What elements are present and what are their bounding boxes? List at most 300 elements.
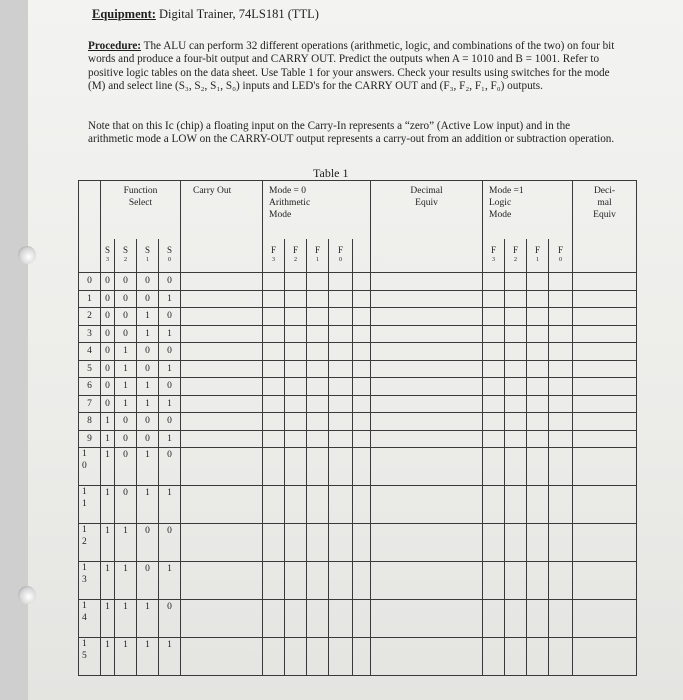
logic-f2-cell[interactable] — [505, 486, 527, 524]
select-bit-s3: 0 — [101, 290, 115, 308]
logic-f2-label-letter: F — [512, 245, 518, 256]
logic-f2-cell[interactable] — [505, 325, 527, 343]
arith-extra-cell[interactable] — [353, 395, 371, 413]
logic-f2-cell[interactable] — [505, 638, 527, 676]
equipment-label: Equipment: — [92, 7, 156, 21]
decimal-cell[interactable] — [371, 308, 483, 326]
select-bit-s1: 1 — [137, 395, 159, 413]
select-bit-s3: 1 — [101, 638, 115, 676]
mode0-label: Mode = 0 — [269, 186, 307, 196]
logic-f2-cell[interactable] — [505, 378, 527, 396]
arith-f2-cell[interactable] — [285, 448, 307, 486]
decimal-cell[interactable] — [371, 638, 483, 676]
arith-f1-cell[interactable] — [307, 290, 329, 308]
function-select-header — [101, 181, 181, 239]
decimal-2-cell[interactable] — [573, 395, 637, 413]
row-index-ones: 1 — [82, 499, 87, 509]
logic-f3-cell[interactable] — [483, 486, 505, 524]
logic-f2-cell[interactable] — [505, 360, 527, 378]
arith-f1-cell[interactable] — [307, 486, 329, 524]
select-bit-s2: 0 — [115, 486, 137, 524]
arith-f2-cell[interactable] — [285, 360, 307, 378]
logic-f3-cell[interactable] — [483, 413, 505, 431]
logic-f0-cell[interactable] — [549, 413, 573, 431]
logic-f0-label-letter: F — [557, 245, 563, 256]
arith-f2-cell[interactable] — [285, 325, 307, 343]
arith-f1-cell[interactable] — [307, 638, 329, 676]
binder-hole-bottom — [18, 586, 36, 604]
arith-f3-cell[interactable] — [263, 308, 285, 326]
select-bit-s3: 1 — [101, 562, 115, 600]
row-index-tens: 1 — [82, 563, 87, 573]
logic-f1-cell[interactable] — [527, 308, 549, 326]
mal-label: mal — [597, 198, 612, 208]
decimal-2-cell[interactable] — [573, 430, 637, 448]
logic-f1-cell[interactable] — [527, 448, 549, 486]
arith-f3-cell[interactable] — [263, 273, 285, 291]
decimal-cell[interactable] — [371, 378, 483, 396]
arith-f1-cell[interactable] — [307, 600, 329, 638]
logic-f0-cell[interactable] — [549, 638, 573, 676]
decimal-cell[interactable] — [371, 562, 483, 600]
logic-f2-label-subscript: 2 — [514, 257, 517, 264]
table-row — [79, 562, 637, 600]
decimal-cell[interactable] — [371, 360, 483, 378]
arith-f2-cell[interactable] — [285, 413, 307, 431]
arith-extra-cell[interactable] — [353, 343, 371, 361]
arith-f2-cell[interactable] — [285, 308, 307, 326]
logic-mode-header — [483, 181, 573, 239]
select-bit-s2: 0 — [115, 448, 137, 486]
carry-out-cell[interactable] — [181, 360, 263, 378]
decimal-2-cell[interactable] — [573, 600, 637, 638]
decimal-2-cell[interactable] — [573, 325, 637, 343]
arith-f0-label — [329, 239, 353, 273]
arith-f1-label-letter: F — [314, 245, 320, 256]
mode0-mode-label: Mode — [269, 210, 292, 220]
carry-out-cell[interactable] — [181, 638, 263, 676]
logic-f2-cell[interactable] — [505, 395, 527, 413]
decimal-2-cell[interactable] — [573, 638, 637, 676]
arith-f1-cell[interactable] — [307, 562, 329, 600]
arith-f3-cell[interactable] — [263, 395, 285, 413]
arith-f1-cell[interactable] — [307, 308, 329, 326]
arith-extra-cell[interactable] — [353, 430, 371, 448]
select-bit-s1: 0 — [137, 562, 159, 600]
arith-f2-cell[interactable] — [285, 430, 307, 448]
logic-f0-label — [549, 239, 573, 273]
decimal-cell[interactable] — [371, 486, 483, 524]
decimal-2-cell[interactable] — [573, 308, 637, 326]
select-label-s3-letter: S — [104, 245, 110, 256]
arith-f0-cell[interactable] — [329, 308, 353, 326]
arith-f0-cell[interactable] — [329, 343, 353, 361]
arith-extra-cell[interactable] — [353, 360, 371, 378]
carry-out-label: Carry Out — [193, 186, 232, 196]
select-bit-s0: 1 — [159, 290, 181, 308]
arith-f3-cell[interactable] — [263, 638, 285, 676]
decimal-2-cell[interactable] — [573, 413, 637, 431]
table-row — [79, 600, 637, 638]
decimal-2-cell[interactable] — [573, 562, 637, 600]
row-index-tens: 1 — [82, 449, 87, 459]
carry-out-cell[interactable] — [181, 413, 263, 431]
logic-f2-cell[interactable] — [505, 448, 527, 486]
select-bit-s2: 0 — [115, 430, 137, 448]
select-bit-s0: 1 — [159, 430, 181, 448]
arith-f3-cell[interactable] — [263, 325, 285, 343]
arith-f1-cell[interactable] — [307, 430, 329, 448]
arith-f3-label — [263, 239, 285, 273]
arith-extra-cell[interactable] — [353, 273, 371, 291]
select-bit-s1: 1 — [137, 378, 159, 396]
arith-f2-cell[interactable] — [285, 562, 307, 600]
row-index: 6 — [79, 378, 101, 396]
decimal-cell[interactable] — [371, 600, 483, 638]
logic-f0-cell[interactable] — [549, 486, 573, 524]
logic-f2-cell[interactable] — [505, 343, 527, 361]
logic-f0-cell[interactable] — [549, 378, 573, 396]
logic-f1-cell[interactable] — [527, 430, 549, 448]
select-bit-s0: 1 — [159, 395, 181, 413]
arith-f1-label-subscript: 1 — [316, 257, 319, 264]
decimal-cell[interactable] — [371, 413, 483, 431]
arith-f1-cell[interactable] — [307, 524, 329, 562]
select-bit-s1: 0 — [137, 290, 159, 308]
logic-f2-cell[interactable] — [505, 290, 527, 308]
logic-f0-cell[interactable] — [549, 430, 573, 448]
select-bit-s1: 0 — [137, 430, 159, 448]
arith-extra-cell[interactable] — [353, 638, 371, 676]
arith-f1-cell[interactable] — [307, 343, 329, 361]
arith-f2-cell[interactable] — [285, 290, 307, 308]
carry-out-header — [181, 181, 263, 239]
logic-f1-cell[interactable] — [527, 343, 549, 361]
arith-f0-cell[interactable] — [329, 378, 353, 396]
arith-extra-cell[interactable] — [353, 308, 371, 326]
arith-f2-cell[interactable] — [285, 638, 307, 676]
index-header — [79, 181, 101, 239]
arith-f2-label-subscript: 2 — [294, 257, 297, 264]
select-label-s1-subscript: 1 — [146, 257, 149, 264]
arith-extra-cell[interactable] — [353, 524, 371, 562]
arith-f0-label-subscript: 0 — [339, 257, 342, 264]
arith-extra-cell[interactable] — [353, 378, 371, 396]
decimal-2-cell[interactable] — [573, 343, 637, 361]
arith-f2-cell[interactable] — [285, 395, 307, 413]
logic-f3-cell[interactable] — [483, 343, 505, 361]
arith-extra-cell[interactable] — [353, 325, 371, 343]
decimal-subheader — [371, 239, 483, 273]
equipment-text: Digital Trainer, 74LS181 (TTL) — [155, 7, 319, 21]
decimal-cell[interactable] — [371, 395, 483, 413]
arith-f0-cell[interactable] — [329, 600, 353, 638]
logic-f1-cell[interactable] — [527, 486, 549, 524]
logic-f0-cell[interactable] — [549, 448, 573, 486]
arith-f0-cell[interactable] — [329, 273, 353, 291]
arith-f2-label — [285, 239, 307, 273]
select-bit-s1: 0 — [137, 524, 159, 562]
function-select-label: Function Select — [123, 186, 158, 208]
table-row — [79, 486, 637, 524]
arith-f1-cell[interactable] — [307, 395, 329, 413]
arith-f0-cell[interactable] — [329, 638, 353, 676]
select-bit-s0: 0 — [159, 273, 181, 291]
arith-f3-cell[interactable] — [263, 524, 285, 562]
arith-f2-cell[interactable] — [285, 486, 307, 524]
arithmetic-mode-header — [263, 181, 371, 239]
arith-extra-cell[interactable] — [353, 448, 371, 486]
carry-out-cell[interactable] — [181, 486, 263, 524]
select-bit-s1: 1 — [137, 486, 159, 524]
row-index-tens: 1 — [82, 639, 87, 649]
arith-f0-cell[interactable] — [329, 524, 353, 562]
carry-out-cell[interactable] — [181, 378, 263, 396]
select-label-s2-subscript: 2 — [124, 257, 127, 264]
arith-f2-cell[interactable] — [285, 378, 307, 396]
select-bit-s0: 0 — [159, 413, 181, 431]
logic-f3-cell[interactable] — [483, 524, 505, 562]
logic-f3-cell[interactable] — [483, 600, 505, 638]
select-bit-s0: 0 — [159, 308, 181, 326]
logic-f0-cell[interactable] — [549, 325, 573, 343]
logic-f1-cell[interactable] — [527, 290, 549, 308]
arith-f0-cell[interactable] — [329, 360, 353, 378]
carry-out-cell[interactable] — [181, 273, 263, 291]
arith-f2-cell[interactable] — [285, 273, 307, 291]
logic-f3-cell[interactable] — [483, 290, 505, 308]
table-row — [79, 448, 637, 486]
arith-extra-cell[interactable] — [353, 290, 371, 308]
arith-extra-cell[interactable] — [353, 413, 371, 431]
logic-f2-cell[interactable] — [505, 524, 527, 562]
logic-f0-cell[interactable] — [549, 290, 573, 308]
logic-f3-cell[interactable] — [483, 325, 505, 343]
logic-f3-cell[interactable] — [483, 308, 505, 326]
select-bit-s1: 0 — [137, 343, 159, 361]
arith-extra-cell[interactable] — [353, 486, 371, 524]
logic-f0-cell[interactable] — [549, 360, 573, 378]
logic-f2-cell[interactable] — [505, 273, 527, 291]
logic-f0-cell[interactable] — [549, 562, 573, 600]
logic-f1-cell[interactable] — [527, 600, 549, 638]
decimal-2-cell[interactable] — [573, 273, 637, 291]
arith-f3-cell[interactable] — [263, 290, 285, 308]
logic-f0-cell[interactable] — [549, 524, 573, 562]
select-bit-s0: 1 — [159, 562, 181, 600]
arith-f3-cell[interactable] — [263, 378, 285, 396]
carry-out-cell[interactable] — [181, 562, 263, 600]
row-index-ones: 5 — [82, 651, 87, 661]
table-row — [79, 638, 637, 676]
arith-spacer — [353, 239, 371, 273]
carry-out-cell[interactable] — [181, 448, 263, 486]
arith-extra-cell[interactable] — [353, 562, 371, 600]
select-bit-s0: 1 — [159, 360, 181, 378]
arith-f0-cell[interactable] — [329, 325, 353, 343]
binder-hole-top — [18, 246, 36, 264]
logic-f1-cell[interactable] — [527, 638, 549, 676]
arith-f3-cell[interactable] — [263, 562, 285, 600]
equipment-line — [92, 8, 319, 21]
select-bit-s0: 1 — [159, 325, 181, 343]
decimal-cell[interactable] — [371, 524, 483, 562]
decimal-cell[interactable] — [371, 325, 483, 343]
arith-f1-cell[interactable] — [307, 378, 329, 396]
carry-out-cell[interactable] — [181, 600, 263, 638]
select-label-s0-subscript: 0 — [168, 257, 171, 264]
logic-f2-cell[interactable] — [505, 308, 527, 326]
logic-f3-cell[interactable] — [483, 562, 505, 600]
table-row — [79, 430, 637, 448]
arith-f1-cell[interactable] — [307, 413, 329, 431]
logic-f2-cell[interactable] — [505, 430, 527, 448]
carry-out-cell[interactable] — [181, 290, 263, 308]
select-bit-s0: 0 — [159, 343, 181, 361]
decimal-equiv-2-header — [573, 181, 637, 239]
arith-f0-cell[interactable] — [329, 395, 353, 413]
row-index — [79, 562, 101, 600]
table-title: Table 1 — [313, 166, 349, 180]
select-bit-s3: 0 — [101, 325, 115, 343]
select-bit-s1: 0 — [137, 360, 159, 378]
select-bit-s2: 0 — [115, 273, 137, 291]
arith-f3-cell[interactable] — [263, 486, 285, 524]
arith-f3-cell[interactable] — [263, 430, 285, 448]
arith-f3-cell[interactable] — [263, 448, 285, 486]
decimal-cell[interactable] — [371, 343, 483, 361]
logic-f0-cell[interactable] — [549, 343, 573, 361]
logic-f3-cell[interactable] — [483, 430, 505, 448]
decimal-2-cell[interactable] — [573, 360, 637, 378]
logic-f1-cell[interactable] — [527, 524, 549, 562]
row-index — [79, 448, 101, 486]
select-bit-s0: 1 — [159, 638, 181, 676]
logic-f1-cell[interactable] — [527, 360, 549, 378]
carry-out-cell[interactable] — [181, 524, 263, 562]
logic-f0-cell[interactable] — [549, 395, 573, 413]
logic-f1-label-subscript: 1 — [536, 257, 539, 264]
select-bit-s3: 1 — [101, 413, 115, 431]
arith-extra-cell[interactable] — [353, 600, 371, 638]
select-bit-s3: 0 — [101, 273, 115, 291]
select-label-s2 — [115, 239, 137, 273]
select-bit-s2: 0 — [115, 413, 137, 431]
logic-f2-cell[interactable] — [505, 600, 527, 638]
arith-f1-cell[interactable] — [307, 325, 329, 343]
decimal-2-cell[interactable] — [573, 486, 637, 524]
select-bit-s0: 0 — [159, 524, 181, 562]
select-bit-s2: 1 — [115, 600, 137, 638]
arith-f1-label — [307, 239, 329, 273]
carry-out-cell[interactable] — [181, 308, 263, 326]
decimal-2-cell[interactable] — [573, 378, 637, 396]
decimal-2-cell[interactable] — [573, 448, 637, 486]
decimal-cell[interactable] — [371, 448, 483, 486]
decimal-2-cell[interactable] — [573, 290, 637, 308]
logic-f3-label — [483, 239, 505, 273]
logic-f0-cell[interactable] — [549, 308, 573, 326]
logic-f1-cell[interactable] — [527, 325, 549, 343]
logic-f3-label-subscript: 3 — [492, 257, 495, 264]
logic-f1-cell[interactable] — [527, 395, 549, 413]
arith-f3-cell[interactable] — [263, 600, 285, 638]
carry-out-cell[interactable] — [181, 325, 263, 343]
logic-f3-cell[interactable] — [483, 378, 505, 396]
arith-f0-cell[interactable] — [329, 448, 353, 486]
logic-f3-cell[interactable] — [483, 360, 505, 378]
arith-f2-cell[interactable] — [285, 524, 307, 562]
decimal-2-cell[interactable] — [573, 524, 637, 562]
carry-out-cell[interactable] — [181, 395, 263, 413]
logic-f0-cell[interactable] — [549, 273, 573, 291]
row-index: 2 — [79, 308, 101, 326]
arith-f0-cell[interactable] — [329, 486, 353, 524]
logic-f3-cell[interactable] — [483, 448, 505, 486]
arith-f0-cell[interactable] — [329, 562, 353, 600]
logic-f3-cell[interactable] — [483, 395, 505, 413]
row-index: 3 — [79, 325, 101, 343]
logic-f0-cell[interactable] — [549, 600, 573, 638]
arith-f1-cell[interactable] — [307, 448, 329, 486]
logic-f3-cell[interactable] — [483, 273, 505, 291]
logic-f2-cell[interactable] — [505, 562, 527, 600]
select-bit-s2: 0 — [115, 290, 137, 308]
arith-f0-cell[interactable] — [329, 290, 353, 308]
carry-out-cell[interactable] — [181, 343, 263, 361]
logic-f2-cell[interactable] — [505, 413, 527, 431]
carry-out-cell[interactable] — [181, 430, 263, 448]
row-index: 9 — [79, 430, 101, 448]
select-bit-s2: 1 — [115, 395, 137, 413]
arith-f3-cell[interactable] — [263, 360, 285, 378]
select-bit-s0: 0 — [159, 448, 181, 486]
arith-f2-cell[interactable] — [285, 343, 307, 361]
arith-f2-cell[interactable] — [285, 600, 307, 638]
select-bit-s2: 1 — [115, 378, 137, 396]
logic-f1-cell[interactable] — [527, 273, 549, 291]
arith-f0-cell[interactable] — [329, 430, 353, 448]
select-label-s1-letter: S — [144, 245, 150, 256]
logic-f1-cell[interactable] — [527, 413, 549, 431]
arith-f3-cell[interactable] — [263, 343, 285, 361]
arithmetic-label: Arithmetic — [269, 198, 311, 208]
arith-f1-cell[interactable] — [307, 273, 329, 291]
logic-f1-cell[interactable] — [527, 562, 549, 600]
select-bit-s1: 1 — [137, 600, 159, 638]
select-label-s0-letter: S — [166, 245, 172, 256]
row-index — [79, 638, 101, 676]
table-row — [79, 413, 637, 431]
select-bit-s2: 1 — [115, 562, 137, 600]
decimal-cell[interactable] — [371, 290, 483, 308]
logic-label: Logic — [489, 198, 512, 208]
mode1-label: Mode =1 — [489, 186, 524, 196]
select-bit-s1: 0 — [137, 273, 159, 291]
decimal-cell[interactable] — [371, 273, 483, 291]
decimal-cell[interactable] — [371, 430, 483, 448]
arith-f0-cell[interactable] — [329, 413, 353, 431]
table-row — [79, 395, 637, 413]
logic-f1-cell[interactable] — [527, 378, 549, 396]
logic-f3-label-letter: F — [490, 245, 496, 256]
row-index-tens: 1 — [82, 487, 87, 497]
arith-f1-cell[interactable] — [307, 360, 329, 378]
arith-f3-cell[interactable] — [263, 413, 285, 431]
table-row — [79, 308, 637, 326]
note-paragraph: Note that on this Ic (chip) a floating input on the Carry-In represents a “zero” (Active Low input) and in the arithmetic mode a LOW on the CARRY-OUT output represents a carry-out from an addition or subtraction operation. — [88, 120, 615, 146]
logic-f3-cell[interactable] — [483, 638, 505, 676]
